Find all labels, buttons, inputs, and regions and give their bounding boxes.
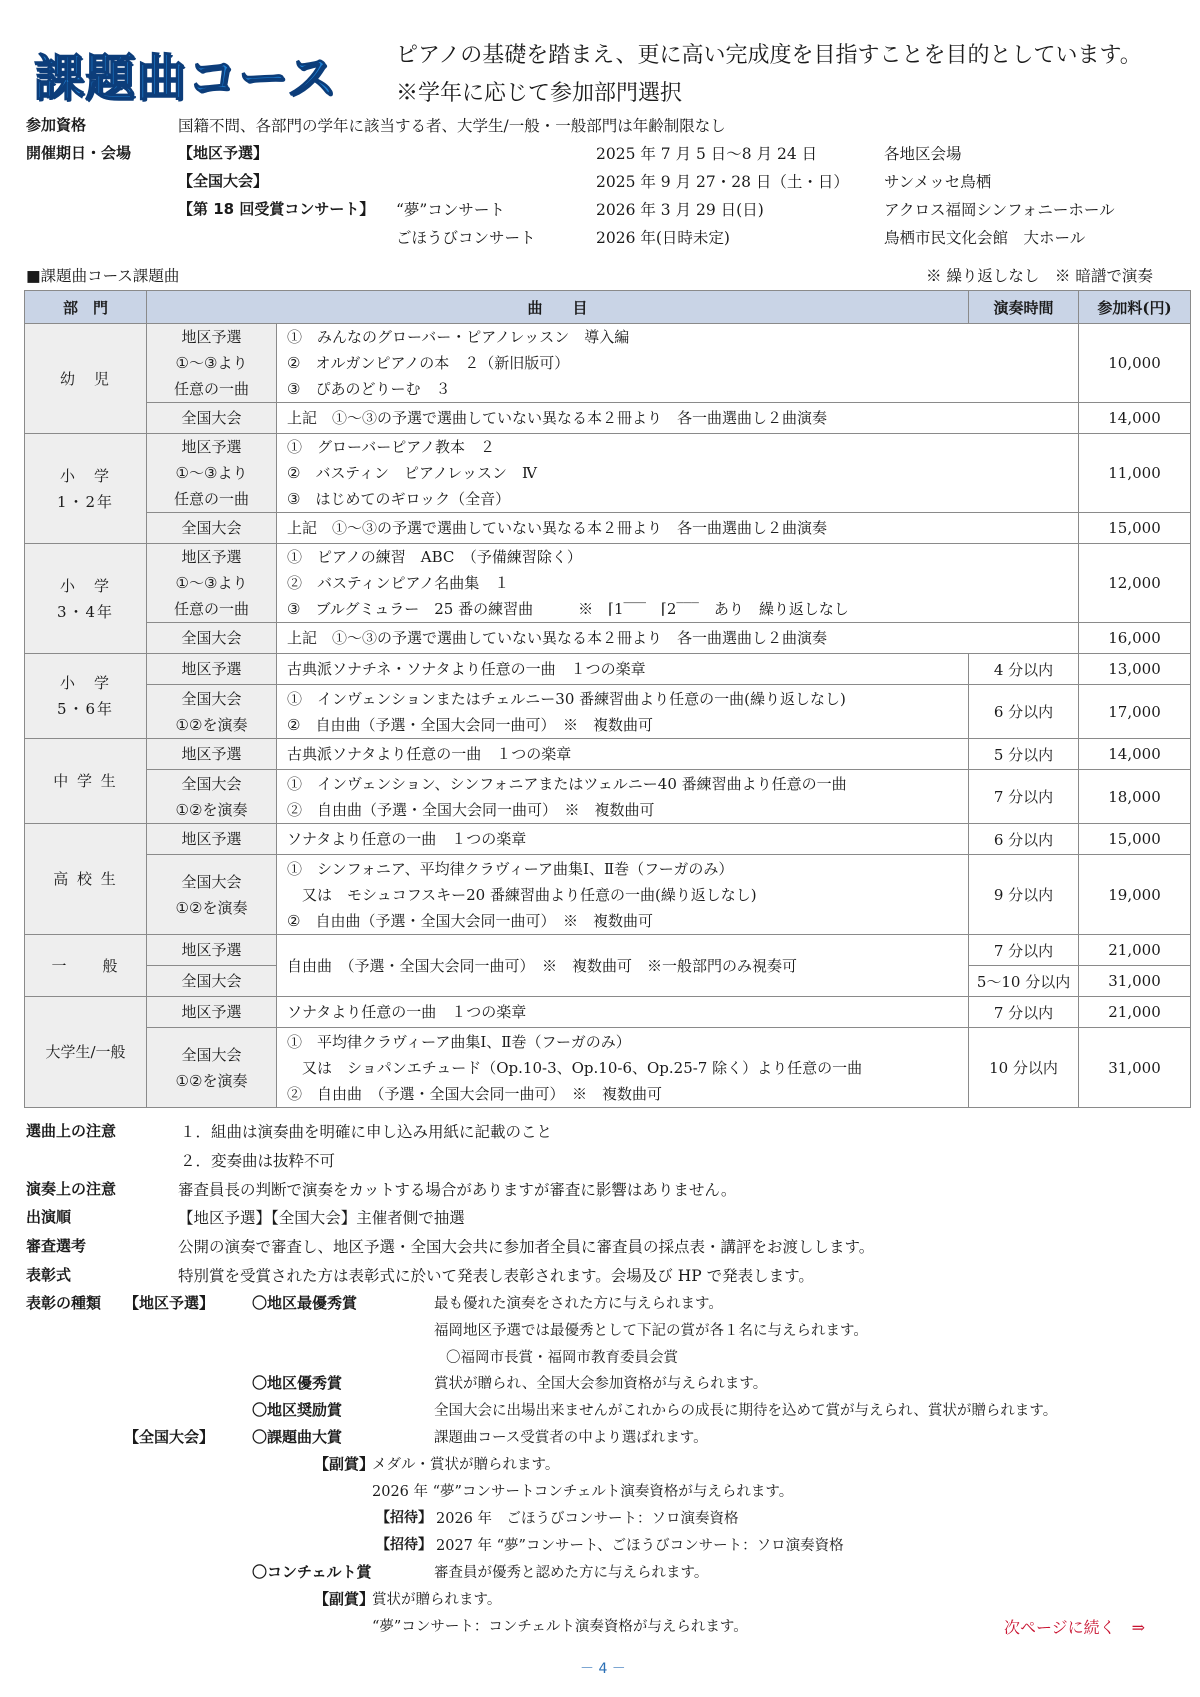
- fee-yoji-national: 14,000: [1079, 403, 1191, 434]
- event-venue-gohoubi: 鳥栖市民文化会館 大ホール: [884, 229, 1086, 247]
- award-regional-best: 〇地区最優秀賞: [252, 1294, 358, 1312]
- header-piece: 曲 目: [147, 291, 969, 324]
- stage-national: 全国大会: [147, 513, 277, 544]
- time-high-regional: 6 分以内: [969, 824, 1079, 855]
- selection-note-1: １．組曲は演奏曲を明確に申し込み用紙に記載のこと: [180, 1123, 553, 1141]
- stage-regional: 地区予選: [147, 824, 277, 855]
- event-venue-national: サンメッセ鳥栖: [884, 173, 992, 191]
- judging-text: 公開の演奏で審査し、地区予選・全国大会共に参加者全員に審査員の採点表・講評をお渡しします。: [178, 1238, 875, 1256]
- piece-general: 自由曲 （予選・全国大会同一曲可） ※ 複数曲可 ※一般部門のみ視奏可: [277, 935, 969, 997]
- award-grand-invite-2-label: 【招待】: [376, 1537, 432, 1553]
- time-junior-regional: 5 分以内: [969, 739, 1079, 770]
- stage-national: 全国大会: [147, 623, 277, 654]
- fee-junior-regional: 14,000: [1079, 739, 1191, 770]
- page-number: － 4 －: [580, 1661, 626, 1677]
- time-university-regional: 7 分以内: [969, 997, 1079, 1028]
- order-label: 出演順: [26, 1208, 72, 1226]
- piece-high-regional: ソナタより任意の一曲 １つの楽章: [277, 824, 969, 855]
- category-elem-3-4: 小 学 3・4年: [25, 544, 147, 654]
- time-elem56-regional: 4 分以内: [969, 654, 1079, 685]
- fee-elem34-national: 16,000: [1079, 623, 1191, 654]
- event-venue-yume: アクロス福岡シンフォニーホール: [884, 201, 1115, 219]
- event-venue-regional: 各地区会場: [884, 145, 962, 163]
- stage-national: 全国大会: [147, 966, 277, 997]
- award-concerto-text: 審査員が優秀と認めた方に与えられます。: [434, 1565, 709, 1581]
- award-grand-invite-1-label: 【招待】: [376, 1510, 432, 1526]
- time-elem56-national: 6 分以内: [969, 685, 1079, 739]
- piece-junior-national: ① インヴェンション、シンフォニアまたはツェルニー40 番練習曲より任意の一曲 ② 自由曲（予選・全国大会同一曲可） ※ 複数曲可: [277, 770, 969, 824]
- piece-university-national: ① 平均律クラヴィーア曲集Ⅰ、Ⅱ巻（フーガのみ） 又は ショパンエチュード（Op.10-3、Op.10-6、Op.25-7 除く）より任意の一曲 ② 自由曲 （予選・全国大会同一曲可） ※ 複数曲可: [277, 1028, 969, 1108]
- ceremony-label: 表彰式: [26, 1266, 72, 1284]
- stage-regional: 地区予選: [147, 997, 277, 1028]
- time-general-regional: 7 分以内: [969, 935, 1079, 966]
- category-high-school: 高 校 生: [25, 824, 147, 935]
- award-regional-encouragement: 〇地区奨励賞: [252, 1401, 343, 1419]
- fee-university-national: 31,000: [1079, 1028, 1191, 1108]
- intro-line-1: ピアノの基礎を踏まえ、更に高い完成度を目指すことを目的としています。: [396, 43, 1142, 68]
- category-junior-high: 中 学 生: [25, 739, 147, 824]
- award-concerto-line-2: “夢”コンサート：コンチェルト演奏資格が与えられます。: [372, 1619, 748, 1635]
- intro-line-2: ※学年に応じて参加部門選択: [396, 81, 683, 106]
- awards-regional-label: 【地区予選】: [124, 1294, 215, 1312]
- fee-high-national: 19,000: [1079, 855, 1191, 935]
- award-regional-excellent-text: 賞状が贈られ、全国大会参加資格が与えられます。: [434, 1376, 768, 1392]
- stage-national: 全国大会: [147, 403, 277, 434]
- stage-national-12: 全国大会 ①②を演奏: [147, 685, 277, 739]
- fee-general-national: 31,000: [1079, 966, 1191, 997]
- fee-elem56-regional: 13,000: [1079, 654, 1191, 685]
- award-regional-best-text-2: 福岡地区予選では最優秀として下記の賞が各１名に与えられます。: [434, 1323, 868, 1339]
- event-name-concert: 【第 18 回受賞コンサート】: [178, 200, 375, 218]
- fee-junior-national: 18,000: [1079, 770, 1191, 824]
- stage-regional: 地区予選 ①～③より 任意の一曲: [147, 544, 277, 623]
- fee-university-regional: 21,000: [1079, 997, 1191, 1028]
- category-yoji: 幼 児: [25, 324, 147, 434]
- course-table: [24, 290, 1191, 1108]
- event-sub-yume: “夢”コンサート: [396, 201, 505, 219]
- header-time: 演奏時間: [969, 291, 1079, 324]
- performance-note-label: 演奏上の注意: [26, 1180, 117, 1198]
- schedule-label: 開催期日・会場: [26, 144, 132, 162]
- header-category: 部 門: [25, 291, 147, 324]
- awards-national-label: 【全国大会】: [124, 1428, 215, 1446]
- order-text: 【地区予選】【全国大会】主催者側で抽選: [178, 1209, 465, 1227]
- performance-note-text: 審査員長の判断で演奏をカットする場合がありますが審査に影響はありません。: [178, 1181, 737, 1199]
- piece-elem12-regional: ① グローバーピアノ教本 ２ ② バスティン ピアノレッスン Ⅳ ③ はじめてのギロック（全音）: [277, 434, 1079, 513]
- stage-regional: 地区予選: [147, 739, 277, 770]
- piece-elem56-national: ① インヴェンションまたはチェルニー30 番練習曲より任意の一曲(繰り返しなし) ② 自由曲（予選・全国大会同一曲可） ※ 複数曲可: [277, 685, 969, 739]
- award-grand-prize: 〇課題曲大賞: [252, 1428, 343, 1446]
- eligibility-text: 国籍不問、各部門の学年に該当する者、大学生/一般・一般部門は年齢制限なし: [178, 117, 726, 135]
- piece-yoji-regional: ① みんなのグローバー・ピアノレッスン 導入編 ② オルガンピアノの本 ２（新旧版可） ③ ぴあのどりーむ ３: [277, 324, 1079, 403]
- award-regional-encouragement-text: 全国大会に出場出来ませんがこれからの成長に期待を込めて賞が与えられ、賞状が贈られます。: [434, 1403, 1058, 1419]
- award-grand-invite-2-text: 2027 年 “夢”コンサート、ごほうびコンサート：ソロ演奏資格: [436, 1538, 844, 1554]
- award-grand-sub-label: 【副賞】: [314, 1455, 375, 1473]
- table-note: ※ 繰り返しなし ※ 暗譜で演奏: [926, 267, 1153, 285]
- award-regional-excellent: 〇地区優秀賞: [252, 1374, 343, 1392]
- fee-elem12-regional: 11,000: [1079, 434, 1191, 513]
- time-university-national: 10 分以内: [969, 1028, 1079, 1108]
- piece-junior-regional: 古典派ソナタより任意の一曲 １つの楽章: [277, 739, 969, 770]
- category-elem-1-2: 小 学 1・2年: [25, 434, 147, 544]
- fee-elem56-national: 17,000: [1079, 685, 1191, 739]
- stage-national-12: 全国大会 ①②を演奏: [147, 855, 277, 935]
- award-grand-prize-text: 課題曲コース受賞者の中より選ばれます。: [434, 1430, 708, 1446]
- selection-note-2: ２．変奏曲は抜粋不可: [180, 1152, 336, 1170]
- fee-high-regional: 15,000: [1079, 824, 1191, 855]
- continue-next-page: 次ページに続く ⇒: [1004, 1618, 1146, 1637]
- time-junior-national: 7 分以内: [969, 770, 1079, 824]
- page-title: 課題曲コース: [34, 49, 338, 107]
- piece-elem56-regional: 古典派ソナチネ・ソナタより任意の一曲 １つの楽章: [277, 654, 969, 685]
- event-sub-gohoubi: ごほうびコンサート: [396, 229, 536, 247]
- ceremony-text: 特別賞を受賞された方は表彰式に於いて発表し表彰されます。会場及び HP で発表します。: [178, 1267, 814, 1285]
- award-concerto: 〇コンチェルト賞: [252, 1563, 372, 1581]
- event-name-national: 【全国大会】: [178, 172, 269, 190]
- piece-elem34-regional: ① ピアノの練習 ABC （予備練習除く） ② バスティンピアノ名曲集 １ ③ ブルグミュラー 25 番の練習曲 ※ ⌈1‾‾‾ ⌈2‾‾‾ あり 繰り返しなし: [277, 544, 1079, 623]
- piece-university-regional: ソナタより任意の一曲 １つの楽章: [277, 997, 969, 1028]
- stage-national-12: 全国大会 ①②を演奏: [147, 770, 277, 824]
- award-concerto-sub-label: 【副賞】: [314, 1590, 375, 1608]
- piece-high-national: ① シンフォニア、平均律クラヴィーア曲集Ⅰ、Ⅱ巻（フーガのみ） 又は モシュコフスキー20 番練習曲より任意の一曲(繰り返しなし) ② 自由曲（予選・全国大会同一曲可） ※ 複数曲可: [277, 855, 969, 935]
- header-fee: 参加料(円): [1079, 291, 1191, 324]
- event-date-national: 2025 年 9 月 27・28 日（土・日）: [596, 173, 849, 191]
- stage-regional: 地区予選: [147, 935, 277, 966]
- time-general-national: 5～10 分以内: [969, 966, 1079, 997]
- fee-elem12-national: 15,000: [1079, 513, 1191, 544]
- time-high-national: 9 分以内: [969, 855, 1079, 935]
- award-fukuoka-mayor: 〇福岡市長賞・福岡市教育委員会賞: [446, 1350, 678, 1366]
- award-regional-best-text: 最も優れた演奏をされた方に与えられます。: [434, 1296, 723, 1312]
- stage-national-12: 全国大会 ①②を演奏: [147, 1028, 277, 1108]
- event-date-yume: 2026 年 3 月 29 日(日): [596, 201, 764, 219]
- awards-label: 表彰の種類: [26, 1294, 102, 1312]
- fee-elem34-regional: 12,000: [1079, 544, 1191, 623]
- category-general: 一 般: [25, 935, 147, 997]
- fee-yoji-regional: 10,000: [1079, 324, 1191, 403]
- award-concerto-sub-text: 賞状が贈られます。: [372, 1592, 502, 1608]
- table-caption: ■課題曲コース課題曲: [26, 267, 180, 285]
- event-date-gohoubi: 2026 年(日時未定): [596, 229, 730, 247]
- award-grand-sub-text: メダル・賞状が贈られます。: [372, 1457, 560, 1473]
- event-name-regional: 【地区予選】: [178, 144, 269, 162]
- category-university: 大学生/一般: [25, 997, 147, 1108]
- judging-label: 審査選考: [26, 1237, 87, 1255]
- piece-elem12-national: 上記 ①～③の予選で選曲していない異なる本２冊より 各一曲選曲し２曲演奏: [277, 513, 1079, 544]
- stage-regional: 地区予選: [147, 654, 277, 685]
- award-grand-invite-1-text: 2026 年 ごほうびコンサート：ソロ演奏資格: [436, 1511, 739, 1527]
- stage-regional: 地区予選 ①～③より 任意の一曲: [147, 434, 277, 513]
- fee-general-regional: 21,000: [1079, 935, 1191, 966]
- piece-yoji-national: 上記 ①～③の予選で選曲していない異なる本２冊より 各一曲選曲し２曲演奏: [277, 403, 1079, 434]
- stage-regional: 地区予選 ①～③より 任意の一曲: [147, 324, 277, 403]
- category-elem-5-6: 小 学 5・6年: [25, 654, 147, 739]
- event-date-regional: 2025 年 7 月 5 日～8 月 24 日: [596, 145, 818, 163]
- selection-note-label: 選曲上の注意: [26, 1122, 117, 1140]
- eligibility-label: 参加資格: [26, 116, 87, 134]
- award-grand-line-2: 2026 年 “夢”コンサートコンチェルト演奏資格が与えられます。: [372, 1484, 794, 1500]
- piece-elem34-national: 上記 ①～③の予選で選曲していない異なる本２冊より 各一曲選曲し２曲演奏: [277, 623, 1079, 654]
